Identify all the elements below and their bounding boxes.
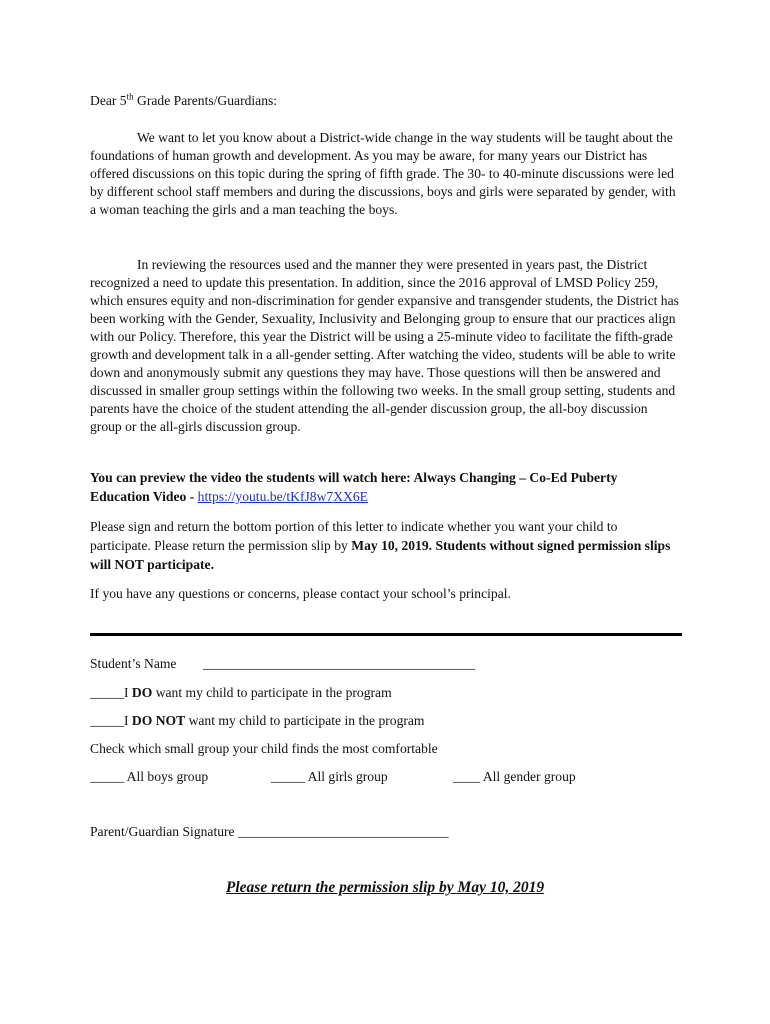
do-blank: _____I [90,685,132,700]
all-gender-option[interactable]: ____ All gender group [453,769,576,784]
salutation-start: Dear 5 [90,93,127,108]
sign-return-paragraph [90,517,680,574]
student-name-row [90,655,176,673]
paragraph-2: In reviewing the resources used and the manner they were presented in years past, the District recognized a need to update this presentation. In addition, since the 2016 approval of LMSD Policy 259, which ensures equity and non-discrimination for gender expansive and transgender students, the District has been working with the Gender, Sexuality, Inclusivity and Belonging group to ensure that our practices align with our Policy. Therefore, this year the District will be using a 25-minute video to facilitate the fifth-grade growth and development talk in a all-gender setting. After watching the video, students will be able to write down and anonymously submit any questions they may have. Those questions will then be answered and discussed in smaller group settings within the following two weeks. In the small group setting, students and parents have the choice of the student attending the all-gender discussion group, the all-boy discussion group or the all-girls discussion group. [90,257,679,434]
signature-field[interactable]: Parent/Guardian Signature _______________________________ [90,824,449,839]
salutation [90,92,680,110]
do-participate-option[interactable] [90,684,392,702]
video-preview-text: You can preview the video the students will watch here: Always Changing – Co-Ed Puberty Education Video - [90,470,618,504]
salutation-superscript: th [126,91,134,102]
video-preview-paragraph [90,468,680,506]
do-text: want my child to participate in the program [152,685,392,700]
student-name-label: Student’s Name [90,656,177,671]
group-instruction: Check which small group your child finds the most comfortable [90,741,438,756]
sign-return-text: Please sign and return the bottom portion of this letter to indicate whether you want your child to participate. Please return the permission slip by [90,519,618,553]
donot-blank: _____I [90,713,132,728]
salutation-end: Grade Parents/Guardians: [133,93,278,108]
do-bold: DO [131,685,153,700]
video-link[interactable]: https://youtu.be/tKfJ8w7XX6E [197,489,368,504]
deadline-warning: May 10, 2019. Students without signed permission slips will NOT participate. [90,538,671,572]
cut-divider [90,633,682,636]
do-not-participate-option[interactable] [90,712,425,730]
return-reminder: Please return the permission slip by May 10, 2019 [225,879,545,896]
all-girls-option[interactable]: _____ All girls group [271,769,388,784]
donot-bold: DO NOT [131,713,186,728]
donot-text: want my child to participate in the program [185,713,425,728]
paragraph-1: We want to let you know about a District-wide change in the way students will be taught about the foundations of human growth and development. As you may be aware, for many years our District has offered discussions on this topic during the spring of fifth grade. The 30- to 40-minute discussions were led by different school staff members and during the discussions, boys and girls were separated by gender, with a woman teaching the girls and a man teaching the boys. [90,130,676,217]
all-boys-option[interactable]: _____ All boys group [90,769,209,784]
contact-paragraph: If you have any questions or concerns, please contact your school’s principal. [90,586,511,601]
student-name-field[interactable]: ________________________________________ [203,656,475,671]
